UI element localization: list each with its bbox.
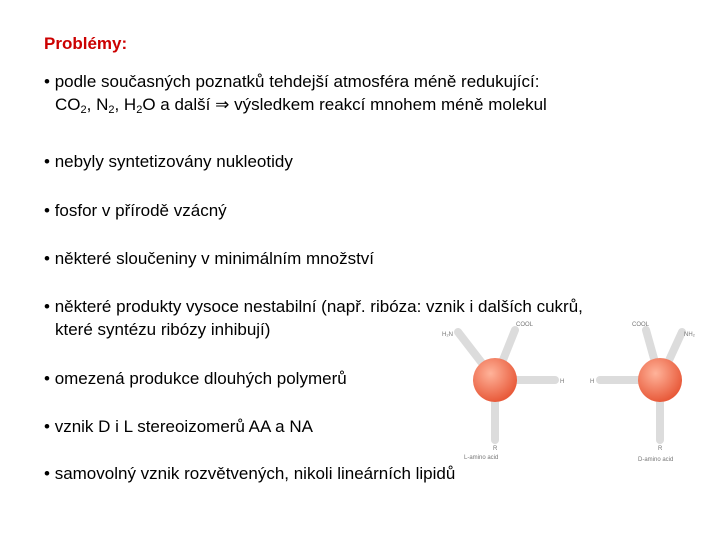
label: NH₂	[684, 332, 695, 338]
item-text: fosfor v přírodě vzácný	[54, 201, 227, 220]
label: R	[658, 446, 663, 452]
list-item	[44, 70, 547, 116]
item-text: některé sloučeniny v minimálním množství	[54, 249, 375, 268]
d-amino-acid-molecule	[590, 322, 696, 463]
label: COOL	[516, 322, 534, 328]
item-text: omezená produkce dlouhých polymerů	[54, 369, 347, 388]
page-title: Problémy:	[44, 34, 128, 53]
stereoisomer-figure	[420, 318, 720, 468]
item-text: samovolný vznik rozvětvených, nikoli lineárních lipidů	[54, 464, 456, 483]
bullet: •	[44, 297, 50, 316]
label: H	[560, 379, 565, 385]
list-item	[44, 462, 455, 485]
bullet: •	[44, 464, 50, 483]
bullet: •	[44, 417, 50, 436]
atom-sphere	[638, 358, 682, 402]
item-text: některé produkty vysoce nestabilní (např. ribóza: vznik i dalších cukrů,	[54, 297, 583, 316]
bullet: •	[44, 201, 50, 220]
label: H	[590, 379, 595, 385]
item-text: vznik D i L stereoizomerů AA a NA	[54, 417, 313, 436]
l-amino-acid-molecule	[442, 322, 564, 461]
item-formula: $CO_2$, $N_2$, $H_2O$ a další ⇒ výsledkem reakcí mnohem méně molekul	[55, 95, 547, 116]
caption: L-amino acid	[464, 455, 499, 461]
list-item	[44, 199, 227, 222]
list-item	[44, 150, 293, 173]
list-item	[44, 247, 374, 270]
caption: D-amino acid	[638, 457, 674, 463]
atom-sphere	[473, 358, 517, 402]
label: H₂N	[442, 332, 453, 338]
bullet: •	[44, 152, 50, 171]
bullet: •	[44, 369, 50, 388]
list-item	[44, 415, 313, 438]
label: R	[493, 446, 498, 452]
item-text: nebyly syntetizovány nukleotidy	[54, 152, 293, 171]
bullet: •	[44, 72, 50, 91]
bullet: •	[44, 249, 50, 268]
item-text: podle současných poznatků tehdejší atmosféra méně redukující:	[54, 72, 540, 91]
list-item	[44, 367, 347, 390]
label: COOL	[632, 322, 650, 328]
item-text-continued: které syntézu ribózy inhibují)	[55, 320, 271, 339]
